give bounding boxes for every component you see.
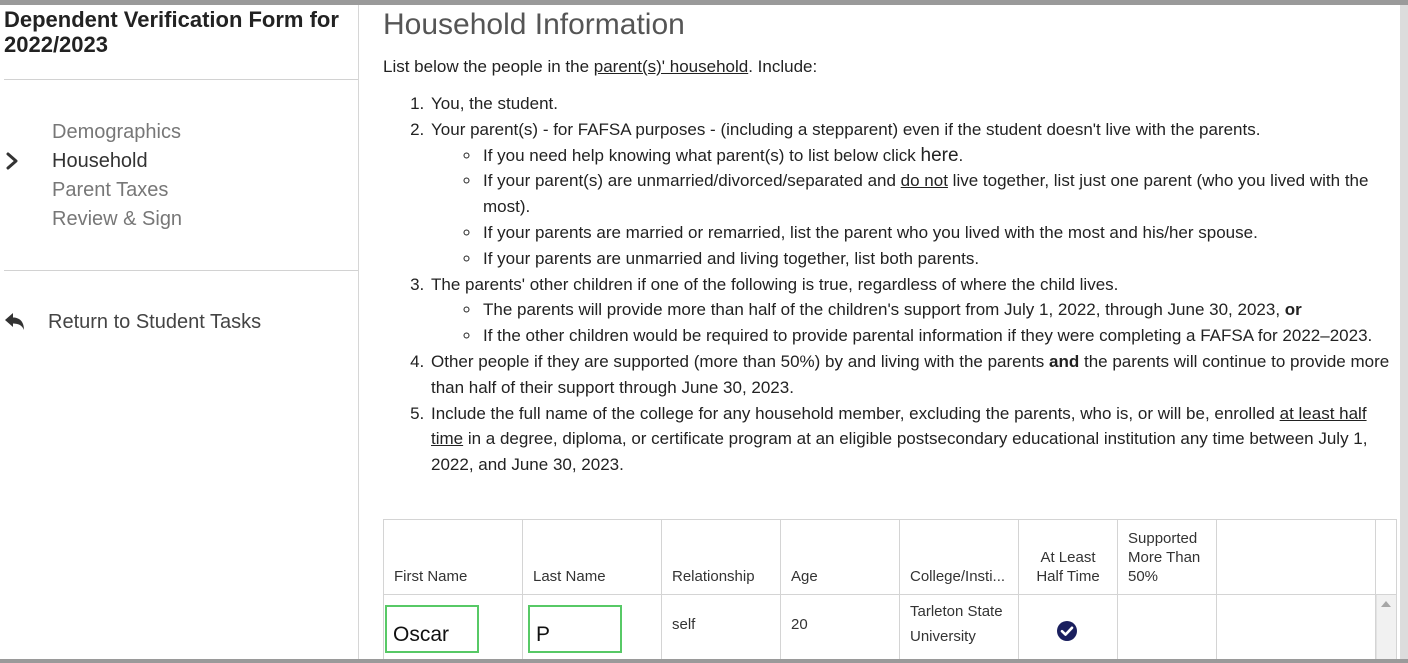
- table-cell: [1217, 595, 1376, 659]
- household-table: [383, 519, 1397, 659]
- list-item: ◦ If you need help knowing what parent(s) to list below click here.: [481, 143, 1395, 169]
- sidebar-divider: [4, 79, 358, 80]
- column-header-last-name[interactable]: Last Name: [523, 520, 662, 594]
- instructions-list: [383, 91, 1395, 478]
- list-item: ◦ If the other children would be required to provide parental information if they were completing a FAFSA for 2022–2023.: [481, 323, 1395, 349]
- check-circle-icon[interactable]: [1056, 620, 1078, 642]
- list-item: 2. Your parent(s) - for FAFSA purposes - (including a stepparent) even if the student doesn't live with the parents. ◦ If you need help knowing what parent(s) to list below click here. ◦ If your parent(s) are unmarried/divorced/separated and do not live together, list just one parent (who you lived with the most). ◦ If your parents are married or remarried, list the parent who you lived with the most and his/her spouse. ◦ If your parents are unmarried and living together, list both parents.: [429, 117, 1395, 272]
- list-item: 4. Other people if they are supported (more than 50%) by and living with the parents and the parents will continue to provide more than half of their support through June 30, 2023.: [429, 349, 1395, 401]
- college-value: Tarleton State University: [910, 603, 1003, 645]
- column-header-relationship[interactable]: Relationship: [662, 520, 781, 594]
- table-cell: [662, 595, 781, 659]
- column-header-half-time[interactable]: At Least Half Time: [1019, 520, 1118, 594]
- table-cell: [900, 595, 1019, 659]
- list-item: ◦ If your parents are unmarried and living together, list both parents.: [481, 246, 1395, 272]
- list-item: ◦ If your parents are married or remarried, list the parent who you lived with the most and his/her spouse.: [481, 220, 1395, 246]
- column-header-first-name[interactable]: First Name: [384, 520, 523, 594]
- help-here-link[interactable]: here: [920, 144, 959, 166]
- sidebar-divider: [4, 270, 358, 271]
- intro-text: List below the people in the parent(s)' household. Include:: [383, 57, 818, 76]
- return-to-student-tasks-link[interactable]: Return to Student Tasks: [48, 311, 262, 333]
- age-value: 20: [791, 616, 808, 633]
- scroll-up-arrow-icon[interactable]: [1381, 601, 1391, 607]
- table-cell: [523, 595, 662, 659]
- column-header-college[interactable]: College/Insti...: [900, 520, 1019, 594]
- nav-item-review-sign[interactable]: Review & Sign: [52, 208, 183, 230]
- table-cell: [1118, 595, 1217, 659]
- form-title: Dependent Verification Form for 2022/2023: [4, 7, 339, 57]
- list-item: ◦ If your parent(s) are unmarried/divorced/separated and do not live together, list just one parent (who you lived with the most).: [481, 168, 1395, 220]
- column-header-supported[interactable]: Supported More Than 50%: [1118, 520, 1217, 594]
- nav-item-demographics[interactable]: Demographics: [52, 121, 181, 143]
- page-title: Household Information: [383, 8, 685, 41]
- list-item: 3. The parents' other children if one of the following is true, regardless of where the child lives. ◦ The parents will provide more than half of the children's support from July 1, 2022, through June 30, 2023, or ◦ If the other children would be required to provide parental information if they were completing a FAFSA for 2022–2023.: [429, 272, 1395, 349]
- column-header-empty: [1217, 520, 1376, 594]
- window-right-border: [1400, 5, 1408, 659]
- window-bottom-border: [0, 659, 1408, 663]
- chevron-right-icon: [4, 151, 20, 171]
- first-name-input[interactable]: [385, 605, 479, 653]
- relationship-value: self: [672, 616, 696, 633]
- last-name-input[interactable]: [528, 605, 622, 653]
- parents-household-link[interactable]: parent(s)' household: [593, 57, 749, 76]
- list-item: ◦ The parents will provide more than half of the children's support from July 1, 2022, through June 30, 2023, or: [481, 297, 1395, 323]
- table-cell: [384, 595, 523, 659]
- table-scrollbar[interactable]: [1376, 595, 1396, 659]
- sidebar: [0, 5, 359, 659]
- table-cell: [781, 595, 900, 659]
- main-content: [359, 5, 1400, 659]
- return-arrow-icon[interactable]: [3, 311, 27, 333]
- nav-item-household[interactable]: Household: [52, 150, 148, 172]
- list-item: 1. You, the student.: [429, 91, 1395, 117]
- table-cell: [1019, 595, 1118, 659]
- column-header-age[interactable]: Age: [781, 520, 900, 594]
- list-item: 5. Include the full name of the college for any household member, excluding the parents, who is, or will be, enrolled at least half time in a degree, diploma, or certificate program at an eligible postsecondary educational institution any time between July 1, 2022, and June 30, 2023.: [429, 401, 1395, 478]
- nav-item-parent-taxes[interactable]: Parent Taxes: [52, 179, 169, 201]
